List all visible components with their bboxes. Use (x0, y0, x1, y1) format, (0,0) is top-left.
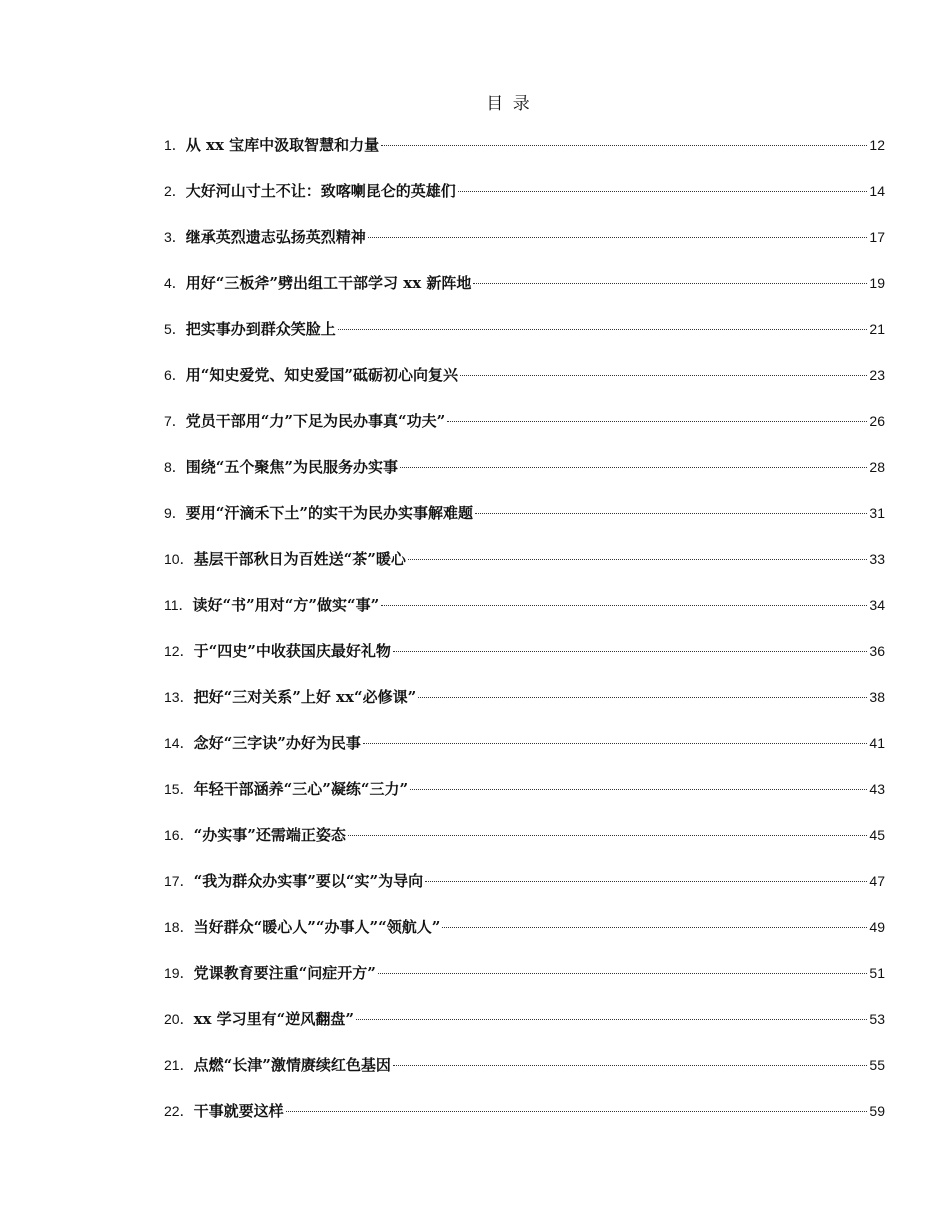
toc-entry-page-number[interactable]: 31 (869, 505, 885, 521)
toc-entry-page-number[interactable]: 43 (869, 781, 885, 797)
toc-entry-page-number[interactable]: 21 (869, 321, 885, 337)
toc-entry-number: 21． (164, 1057, 194, 1073)
toc-entry[interactable] (164, 1054, 885, 1100)
toc-entry-number: 3． (164, 229, 186, 245)
toc-dot-leader (447, 420, 867, 422)
toc-dot-leader (393, 1064, 868, 1066)
toc-entry-title[interactable]: 要用“汗滴禾下土”的实干为民办实事解难题 (185, 504, 474, 522)
toc-entry-title[interactable]: 把实事办到群众笑脸上 (185, 320, 336, 338)
toc-dot-leader (378, 972, 868, 974)
toc-entry-page-number[interactable]: 17 (869, 229, 885, 245)
toc-entry[interactable] (164, 134, 885, 180)
toc-entry-number: 13． (164, 689, 194, 705)
toc-dot-leader (381, 604, 867, 606)
toc-entry-page-number[interactable]: 34 (869, 597, 885, 613)
toc-entry-title[interactable]: “我为群众办实事”要以“实”为导向 (193, 872, 424, 890)
toc-dot-leader (458, 190, 868, 192)
toc-entry-page-number[interactable]: 12 (869, 137, 885, 153)
toc-entry-title[interactable]: 党员干部用“力”下足为民办事真“功夫” (185, 412, 446, 430)
toc-entry[interactable] (164, 1008, 885, 1054)
toc-entry-page-number[interactable]: 33 (869, 551, 885, 567)
toc-dot-leader (393, 650, 868, 652)
toc-entry-number: 15． (164, 781, 194, 797)
toc-dot-leader (425, 880, 867, 882)
toc-dot-leader (408, 558, 868, 560)
toc-entry-title[interactable]: 围绕“五个聚焦”为民服务办实事 (185, 458, 399, 476)
toc-entry-page-number[interactable]: 59 (869, 1103, 885, 1119)
toc-entry[interactable] (164, 640, 885, 686)
toc-dot-leader (356, 1018, 867, 1020)
toc-entry[interactable] (164, 870, 885, 916)
toc-dot-leader (460, 374, 867, 376)
toc-entry-number: 12． (164, 643, 194, 659)
toc-entry-page-number[interactable]: 28 (869, 459, 885, 475)
toc-entry[interactable] (164, 180, 885, 226)
toc-title: 目 录 (486, 94, 532, 114)
toc-entry[interactable] (164, 962, 885, 1008)
toc-entry-title[interactable]: 读好“书”用对“方”做实“事” (192, 596, 380, 614)
toc-entry-title[interactable]: 念好“三字诀”办好为民事 (193, 734, 361, 752)
toc-entry[interactable] (164, 824, 885, 870)
toc-entry-title[interactable]: 基层干部秋日为百姓送“茶”暖心 (193, 550, 406, 568)
toc-entry-title[interactable]: 党课教育要注重“问症开方” (193, 964, 376, 982)
toc-entry-number: 16． (164, 827, 194, 843)
toc-dot-leader (338, 328, 868, 330)
toc-entry-page-number[interactable]: 55 (869, 1057, 885, 1073)
toc-entry-page-number[interactable]: 36 (869, 643, 885, 659)
toc-entry-number: 8． (164, 459, 186, 475)
toc-entry-number: 6． (164, 367, 186, 383)
toc-dot-leader (348, 834, 868, 836)
toc-entry-page-number[interactable]: 14 (869, 183, 885, 199)
toc-entry[interactable] (164, 272, 885, 318)
toc-dot-leader (381, 144, 867, 146)
toc-entry[interactable] (164, 502, 885, 548)
toc-entry-number: 5． (164, 321, 186, 337)
toc-dot-leader (473, 282, 867, 284)
toc-entry[interactable] (164, 1100, 885, 1146)
toc-entry-page-number[interactable]: 41 (869, 735, 885, 751)
toc-entry-page-number[interactable]: 47 (869, 873, 885, 889)
toc-entry-number: 20． (164, 1011, 194, 1027)
toc-entry-number: 7． (164, 413, 186, 429)
toc-entry-title[interactable]: 把好“三对关系”上好 xx“必修课” (193, 688, 417, 706)
toc-dot-leader (442, 926, 867, 928)
toc-entry-page-number[interactable]: 19 (869, 275, 885, 291)
toc-entry-page-number[interactable]: 53 (869, 1011, 885, 1027)
toc-entry-title[interactable]: xx 学习里有“逆风翻盘” (193, 1010, 354, 1028)
toc-entry-page-number[interactable]: 26 (869, 413, 885, 429)
toc-entry-number: 9． (164, 505, 186, 521)
toc-entry-title[interactable]: 用“知史爱党、知史爱国”砥砺初心向复兴 (185, 366, 459, 384)
toc-entry-number: 18． (164, 919, 194, 935)
toc-entry-number: 10． (164, 551, 194, 567)
toc-entry[interactable] (164, 226, 885, 272)
toc-entry[interactable] (164, 410, 885, 456)
toc-entry-title[interactable]: 从 xx 宝库中汲取智慧和力量 (185, 136, 380, 154)
toc-entry-number: 4． (164, 275, 186, 291)
toc-dot-leader (410, 788, 867, 790)
toc-dot-leader (363, 742, 868, 744)
toc-entry-number: 1． (164, 137, 186, 153)
toc-entry-title[interactable]: 于“四史”中收获国庆最好礼物 (193, 642, 391, 660)
toc-entry[interactable] (164, 456, 885, 502)
toc-entry[interactable] (164, 778, 885, 824)
toc-entry[interactable] (164, 594, 885, 640)
toc-entry[interactable] (164, 548, 885, 594)
toc-dot-leader (475, 512, 867, 514)
toc-entry-number: 17． (164, 873, 194, 889)
toc-entry-page-number[interactable]: 51 (869, 965, 885, 981)
toc-entry-page-number[interactable]: 38 (869, 689, 885, 705)
toc-entry-number: 19． (164, 965, 194, 981)
toc-entry[interactable] (164, 318, 885, 364)
toc-entry-page-number[interactable]: 45 (869, 827, 885, 843)
toc-entry[interactable] (164, 916, 885, 962)
toc-entry-page-number[interactable]: 49 (869, 919, 885, 935)
toc-entry-title[interactable]: 大好河山寸土不让：致喀喇昆仑的英雄们 (185, 182, 456, 200)
toc-entry-number: 2． (164, 183, 186, 199)
toc-entry[interactable] (164, 364, 885, 410)
toc-entry-title[interactable]: 干事就要这样 (193, 1102, 284, 1120)
toc-entry[interactable] (164, 686, 885, 732)
toc-entry-number: 22． (164, 1103, 194, 1119)
toc-entry[interactable] (164, 732, 885, 778)
toc-entry-number: 14． (164, 735, 194, 751)
toc-dot-leader (418, 696, 867, 698)
toc-entry-title[interactable]: 点燃“长津”激情赓续红色基因 (193, 1056, 391, 1074)
toc-entry-title[interactable]: 当好群众“暖心人”“办事人”“领航人” (193, 918, 441, 936)
toc-dot-leader (368, 236, 868, 238)
toc-entry-title[interactable]: 继承英烈遗志弘扬英烈精神 (185, 228, 366, 246)
toc-entry-number: 11． (164, 597, 193, 613)
toc-dot-leader (286, 1110, 868, 1112)
toc-dot-leader (400, 466, 867, 468)
toc-entry-page-number[interactable]: 23 (869, 367, 885, 383)
toc-list (164, 134, 885, 1146)
toc-entry-title[interactable]: 年轻干部涵养“三心”凝练“三力” (193, 780, 409, 798)
toc-entry-title[interactable]: “办实事”还需端正姿态 (193, 826, 346, 844)
toc-entry-title[interactable]: 用好“三板斧”劈出组工干部学习 xx 新阵地 (185, 274, 472, 292)
